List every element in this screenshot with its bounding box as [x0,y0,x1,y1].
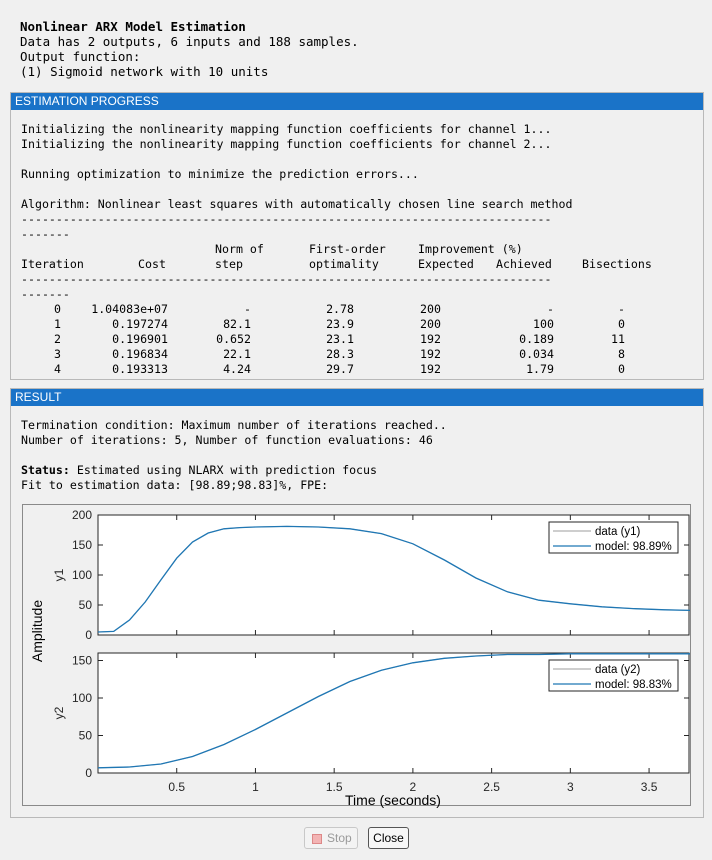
col-achieved: Achieved [496,257,552,271]
y-tick-label: 0 [85,766,92,780]
time-axis-label: Time (seconds) [345,792,441,808]
cell-iter: 3 [54,347,61,361]
cell-opt: 2.78 [326,302,354,316]
cell-iter: 1 [54,317,61,331]
col-iteration: Iteration [21,257,84,271]
status-value: Estimated using NLARX with prediction focus [69,463,377,477]
cell-ach: 100 [533,317,554,331]
legend-entry: model: 98.83% [595,679,672,691]
log-separator: ------- [21,287,70,301]
y-tick-label: 50 [78,728,92,743]
cell-bis: - [618,302,625,316]
log-separator: ---------------------------------------------------------------------------- [21,272,552,286]
y-tick-label: 0 [85,628,92,642]
y-tick-label: 100 [71,568,92,582]
col-first-order-bottom: optimality [309,257,379,271]
cell-iter: 2 [54,332,61,346]
cell-cost: 0.197274 [112,317,168,331]
result-panel-title: RESULT [11,389,703,406]
cell-norm: - [244,302,251,316]
estimation-header [20,19,700,79]
col-bisections: Bisections [582,257,652,271]
estimation-progress-panel [10,92,704,380]
stop-button-label: Stop [327,831,352,845]
legend-entry: data (y2) [595,664,641,676]
log-separator: ------- [21,227,70,241]
cell-exp: 192 [420,332,441,346]
cell-exp: 192 [420,362,441,376]
iteration-count: Number of iterations: 5, Number of function evaluations: 46 [21,433,433,447]
cell-bis: 0 [618,317,625,331]
col-expected: Expected [418,257,474,271]
x-tick-label: 2.5 [483,780,500,794]
cell-exp: 192 [420,347,441,361]
cell-norm: 4.24 [223,362,251,376]
x-tick-label: 3 [566,780,574,794]
cell-opt: 23.9 [326,317,354,331]
x-tick-label: 3.5 [640,780,658,794]
x-tick-label: 1.5 [325,780,343,794]
log-line: Initializing the nonlinearity mapping function coefficients for channel 2... [21,137,552,151]
header-title: Nonlinear ARX Model Estimation [20,19,246,34]
cell-ach: - [547,302,554,316]
cell-exp: 200 [420,317,441,331]
log-line: Initializing the nonlinearity mapping function coefficients for channel 1... [21,122,552,136]
subplot-ylabel: y2 [52,706,66,720]
y-tick-label: 50 [78,598,92,612]
cell-ach: 1.79 [526,362,554,376]
cell-iter: 0 [54,302,61,316]
progress-panel-title: ESTIMATION PROGRESS [11,93,703,110]
col-cost: Cost [138,257,166,271]
cell-ach: 0.034 [519,347,554,361]
status-line [21,463,377,478]
cell-norm: 22.1 [223,347,251,361]
response-plot[interactable] [22,504,691,806]
cell-norm: 82.1 [223,317,251,331]
y-tick-label: 150 [71,538,92,552]
result-text [21,417,691,507]
result-panel [10,388,704,818]
log-separator: ---------------------------------------------------------------------------- [21,212,552,226]
amplitude-axis-label: Amplitude [29,599,45,663]
y-tick-label: 200 [71,508,92,522]
cell-bis: 11 [611,332,625,346]
y-tick-label: 150 [71,653,92,668]
cell-norm: 0.652 [216,332,251,346]
log-line: Running optimization to minimize the prediction errors... [21,167,419,181]
cell-opt: 29.7 [326,362,354,376]
cell-cost: 0.193313 [112,362,168,376]
cell-cost: 0.196834 [112,347,168,361]
log-line: Algorithm: Nonlinear least squares with automatically chosen line search method [21,197,573,211]
col-norm-top: Norm of [215,242,264,256]
y-tick-label: 100 [71,691,92,705]
x-tick-label: 0.5 [168,780,186,794]
stop-button[interactable] [304,827,358,849]
col-improvement: Improvement (%) [418,242,523,256]
x-tick-label: 2 [409,780,417,794]
col-first-order-top: First-order [309,242,386,256]
cell-cost: 0.196901 [112,332,168,346]
cell-opt: 28.3 [326,347,354,361]
progress-log[interactable] [21,121,691,376]
close-button[interactable]: Close [368,827,409,849]
cell-ach: 0.189 [519,332,554,346]
header-output-function-detail: (1) Sigmoid network with 10 units [20,64,269,79]
cell-cost: 1.04083e+07 [91,302,168,316]
stop-icon [312,834,322,844]
cell-opt: 23.1 [326,332,354,346]
cell-bis: 8 [618,347,625,361]
legend-entry: data (y1) [595,526,641,538]
termination-condition: Termination condition: Maximum number of iterations reached.. [21,418,447,432]
response-plot-svg[interactable] [23,505,690,808]
cell-iter: 4 [54,362,61,376]
status-label: Status: [21,463,70,477]
cell-bis: 0 [618,362,625,376]
header-output-function: Output function: [20,49,141,64]
header-data-info: Data has 2 outputs, 6 inputs and 188 samples. [20,34,359,49]
cell-exp: 200 [420,302,441,316]
fit-line: Fit to estimation data: [98.89;98.83]%, FPE: [21,478,329,492]
subplot-ylabel: y1 [52,568,66,582]
col-norm-bottom: step [215,257,243,271]
legend-entry: model: 98.89% [595,541,672,553]
x-tick-label: 1 [252,780,259,794]
